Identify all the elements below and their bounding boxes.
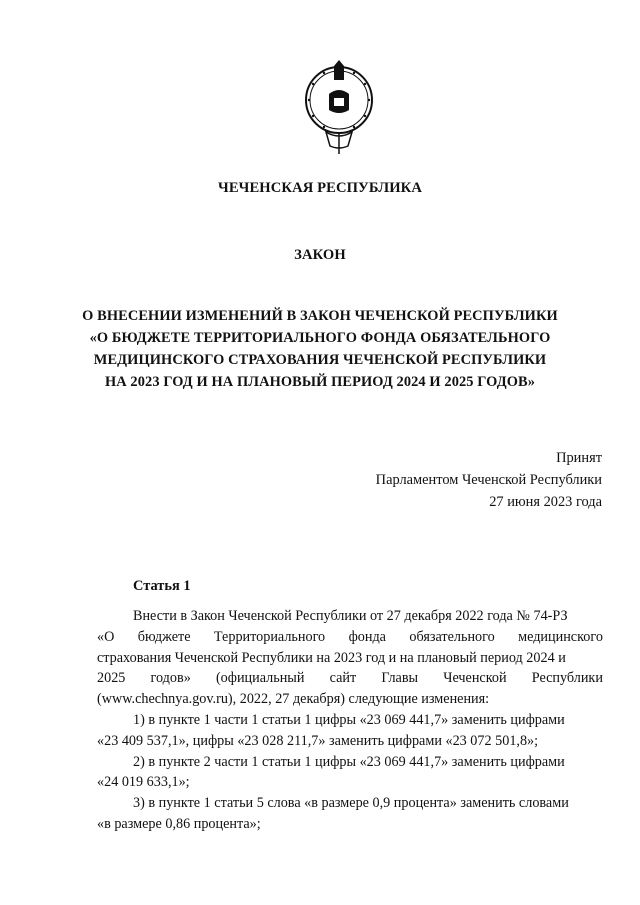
adopted-label: Принят <box>556 450 602 466</box>
law-title <box>0 305 640 393</box>
republic-heading: ЧЕЧЕНСКАЯ РЕСПУБЛИКА <box>218 180 422 196</box>
paragraph-line: страхования Чеченской Республики на 2023 год и на плановый период 2024 и <box>97 649 566 666</box>
item-2-line: «24 019 633,1»; <box>97 774 190 791</box>
paragraph-line: (www.chechnya.gov.ru), 2022, 27 декабря) следующие изменения: <box>97 691 490 708</box>
word: Республики <box>531 670 603 687</box>
word: 2025 <box>97 670 126 687</box>
word: обязательного <box>409 628 495 645</box>
article-body <box>97 606 603 835</box>
item-3-line: «в размере 0,86 процента»; <box>97 815 261 832</box>
word: годов» <box>150 670 191 687</box>
word: «О <box>97 628 115 645</box>
paragraph-line-justified <box>97 627 603 648</box>
word: Главы <box>381 670 419 687</box>
word: медицинского <box>518 628 603 645</box>
adopted-date: 27 июня 2023 года <box>489 494 602 510</box>
document-type-heading: ЗАКОН <box>294 247 346 263</box>
law-title-line: О ВНЕСЕНИИ ИЗМЕНЕНИЙ В ЗАКОН ЧЕЧЕНСКОЙ РЕСПУБЛИКИ <box>82 308 558 324</box>
law-title-line: НА 2023 ГОД И НА ПЛАНОВЫЙ ПЕРИОД 2024 И 2025 ГОДОВ» <box>104 374 536 390</box>
adoption-block <box>376 447 602 513</box>
word: (официальный <box>215 670 305 687</box>
word: Чеченской <box>443 670 507 687</box>
item-1-line: 1) в пункте 1 части 1 статьи 1 цифры «23 069 441,7» заменить цифрами <box>133 711 565 728</box>
item-1-line: «23 409 537,1», цифры «23 028 211,7» заменить цифрами «23 072 501,8»; <box>97 732 539 749</box>
law-title-line: МЕДИЦИНСКОГО СТРАХОВАНИЯ ЧЕЧЕНСКОЙ РЕСПУБЛИКИ <box>93 352 547 368</box>
adopted-by: Парламентом Чеченской Республики <box>375 472 602 488</box>
word: Территориального <box>213 628 326 645</box>
paragraph-line-justified <box>97 668 603 689</box>
item-2-line: 2) в пункте 2 части 1 статьи 1 цифры «23 069 441,7» заменить цифрами <box>133 753 565 770</box>
word: фонда <box>348 628 386 645</box>
law-title-line: «О БЮДЖЕТЕ ТЕРРИТОРИАЛЬНОГО ФОНДА ОБЯЗАТЕЛЬНОГО <box>89 330 551 346</box>
word: бюджете <box>137 628 191 645</box>
paragraph-line: Внести в Закон Чеченской Республики от 27 декабря 2022 года № 74-РЗ <box>133 608 568 624</box>
coat-of-arms-emblem <box>298 58 380 158</box>
word: сайт <box>329 670 357 687</box>
item-3-line: 3) в пункте 1 статьи 5 слова «в размере 0,9 процента» заменить словами <box>133 795 569 812</box>
article-title: Статья 1 <box>133 578 191 594</box>
